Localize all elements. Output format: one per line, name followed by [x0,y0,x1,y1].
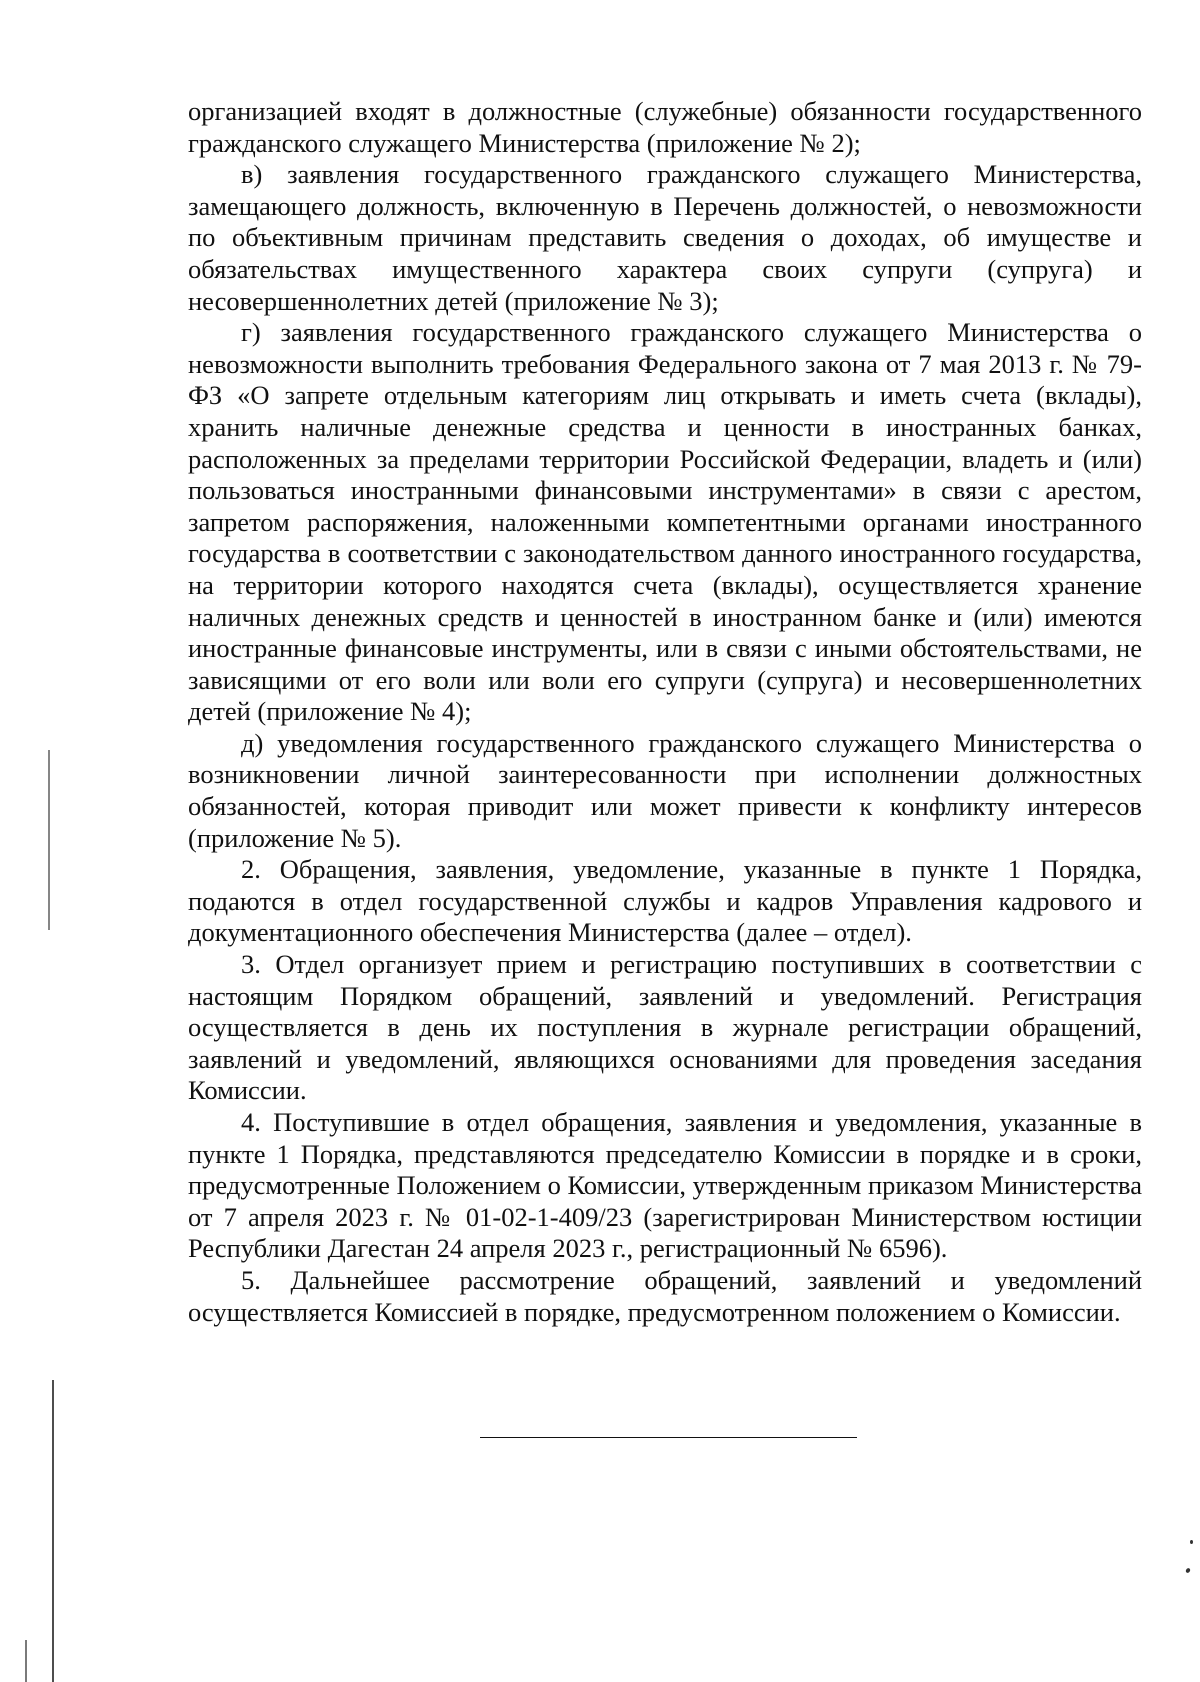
end-of-document-rule [480,1437,857,1438]
paragraph-intro: организацией входят в должностные (служебные) обязанности государственного гражданского служащего Министерства (приложение № 2); [188,96,1142,158]
scan-edge-mark [52,1380,54,1682]
scan-speck [1190,1540,1193,1544]
scan-speck [1185,1567,1191,1573]
paragraph-item-d: д) уведомления государственного гражданского служащего Министерства о возникновении личной заинтересованности при исполнении должностных обязанностей, которая приводит или может привести к конфликту интересов (приложение № 5). [188,727,1142,853]
paragraph-item-g: г) заявления государственного гражданского служащего Министерства о невозможности выполнить требования Федерального закона от 7 мая 2013 г. № 79-ФЗ «О запрете отдельным категориям лиц открывать и иметь счета (вклады), хранить наличные денежные средства и ценности в иностранных банках, расположенных за пределами территории Российской Федерации, владеть и (или) пользоваться иностранными финансовыми инструментами» в связи с арестом, запретом распоряжения, наложенными компетентными органами иностранного государства в соответствии с законодательством данного иностранного государства, на территории которого находятся счета (вклады), осуществляется хранение наличных денежных средств и ценностей в иностранном банке и (или) имеются иностранные финансовые инструменты, или в связи с иными обстоятельствами, не зависящими от его воли или воли его супруги (супруга) и несовершеннолетних детей (приложение № 4); [188,317,1142,727]
paragraph-clause-2: 2. Обращения, заявления, уведомление, указанные в пункте 1 Порядка, подаются в отдел государственной службы и кадров Управления кадрового и документационного обеспечения Министерства (далее – отдел). [188,854,1142,948]
scan-edge-mark [25,1640,27,1682]
paragraph-item-v: в) заявления государственного гражданского служащего Министерства, замещающего должность, включенную в Перечень должностей, о невозможности по объективным причинам представить сведения о доходах, об имуществе и обязательствах имущественного характера своих супруги (супруга) и несовершеннолетних детей (приложение № 3); [188,159,1142,316]
paragraph-clause-4: 4. Поступившие в отдел обращения, заявления и уведомления, указанные в пункте 1 Порядка, представляются председателю Комиссии в порядке и в сроки, предусмотренные Положением о Комиссии, утвержденным приказом Министерства от 7 апреля 2023 г. № 01-02-1-409/23 (зарегистрирован Министерством юстиции Республики Дагестан 24 апреля 2023 г., регистрационный № 6596). [188,1107,1142,1264]
scan-edge-mark [48,750,50,930]
paragraph-clause-3: 3. Отдел организует прием и регистрацию поступивших в соответствии с настоящим Порядком обращений, заявлений и уведомлений. Регистрация осуществляется в день их поступления в журнале регистрации обращений, заявлений и уведомлений, являющихся основаниями для проведения заседания Комиссии. [188,949,1142,1106]
document-body [188,96,1142,1328]
paragraph-clause-5: 5. Дальнейшее рассмотрение обращений, заявлений и уведомлений осуществляется Комиссией в порядке, предусмотренном положением о Комиссии. [188,1264,1142,1327]
